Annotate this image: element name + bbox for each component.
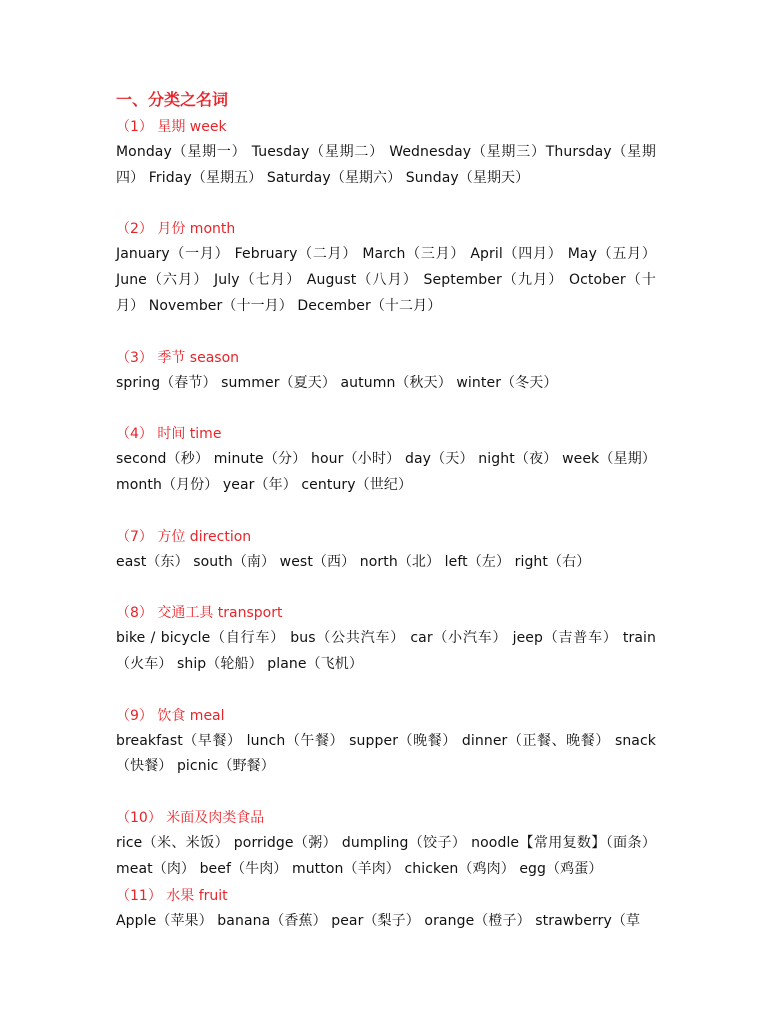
section-body: breakfast（早餐） lunch（午餐） supper（晚餐） dinner（正餐、晚餐） snack（快餐） picnic（野餐） [116,732,656,775]
section-body: rice（米、米饭） porridge（粥） dumpling（饺子） noodle【常用复数】（面条）meat（肉） beef（牛肉） mutton（羊肉） chicken（鸡肉） egg（鸡蛋） [116,835,656,877]
section-transport [116,600,656,677]
section-title: （7） 方位 direction [116,528,252,545]
section-meal [116,703,656,780]
section-month [116,216,656,319]
section-body: Monday（星期一） Tuesday（星期二） Wednesday（星期三）Thursday（星期四） Friday（星期五） Saturday（星期六） Sunday（星期天） [116,144,656,186]
document-page [116,88,656,934]
section-body: Apple（苹果） banana（香蕉） pear（梨子） orange（橙子） strawberry（草 [116,912,641,929]
section-body: spring（春节） summer（夏天） autumn（秋天） winter（冬天） [116,374,558,391]
section-title: （10） 米面及肉类食品 [116,810,265,827]
section-week [116,114,656,191]
section-body: east（东） south（南） west（西） north（北） left（左） right（右） [116,553,591,570]
section-fruit [116,883,656,935]
section-time [116,421,656,498]
section-title: （11） 水果 fruit [116,887,228,904]
section-body: bike / bicycle（自行车） bus（公共汽车） car（小汽车） jeep（吉普车） train（火车） ship（轮船） plane（飞机） [116,630,656,673]
section-staple-and-meat [116,805,656,882]
section-body: January（一月） February（二月） March（三月） April（四月） May（五月） June（六月） July（七月） August（八月） September（九月） October（十月） November（十一月） December（十二月） [116,246,656,314]
page-title: 一、分类之名词 [116,90,229,109]
section-title: （4） 时间 time [116,426,222,443]
section-title: （3） 季节 season [116,349,240,366]
section-title: （2） 月份 month [116,221,236,238]
section-body: second（秒） minute（分） hour（小时） day（天） night（夜） week（星期） month（月份） year（年） century（世纪） [116,451,656,493]
section-direction [116,524,656,576]
section-title: （8） 交通工具 transport [116,605,283,622]
section-title: （1） 星期 week [116,119,227,135]
section-season [116,345,656,397]
section-title: （9） 饮食 meal [116,707,225,724]
